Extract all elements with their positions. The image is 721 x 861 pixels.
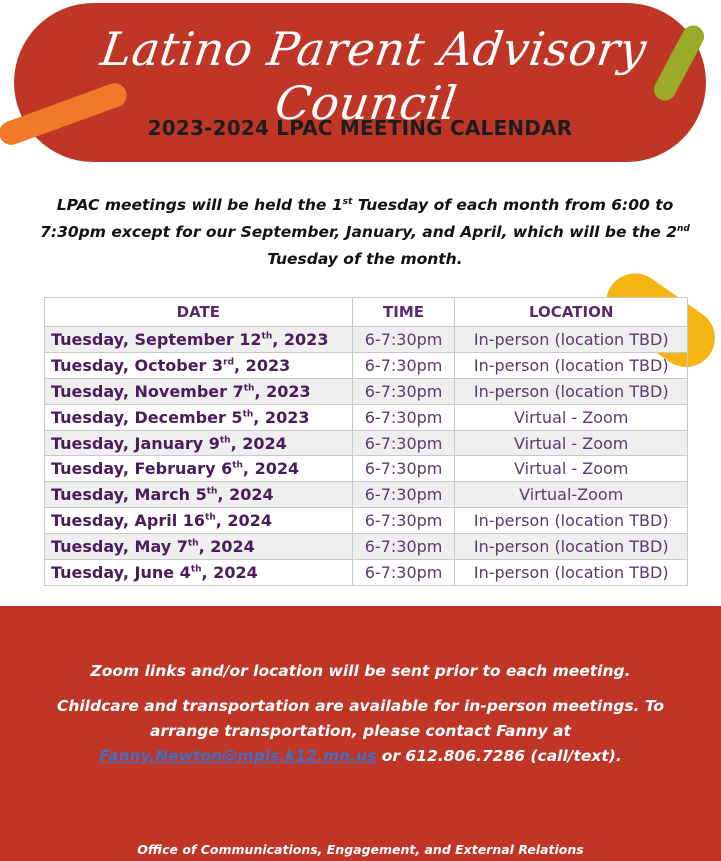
meeting-time-cell: 6-7:30pm <box>352 352 455 378</box>
meeting-location-cell: In-person (location TBD) <box>455 378 688 404</box>
meeting-calendar-table <box>44 297 688 586</box>
meeting-time-cell: 6-7:30pm <box>352 508 455 534</box>
meeting-date-cell: Tuesday, November 7th, 2023 <box>45 378 353 404</box>
meeting-time-cell: 6-7:30pm <box>352 482 455 508</box>
table-row <box>45 456 688 482</box>
meeting-location-cell: In-person (location TBD) <box>455 352 688 378</box>
meeting-location-cell: Virtual - Zoom <box>455 456 688 482</box>
meeting-schedule-intro: LPAC meetings will be held the 1st Tuesday of each month from 6:00 to 7:30pm except for our September, January, and April, which will be the 2nd Tuesday of the month. <box>40 196 690 268</box>
meeting-date-cell: Tuesday, March 5th, 2024 <box>45 482 353 508</box>
meeting-time-cell: 6-7:30pm <box>352 560 455 586</box>
footer-banner <box>0 606 721 861</box>
date-column-header: DATE <box>45 298 353 327</box>
meeting-time-cell: 6-7:30pm <box>352 378 455 404</box>
table-row <box>45 378 688 404</box>
meeting-time-cell: 6-7:30pm <box>352 534 455 560</box>
meeting-date-cell: Tuesday, April 16th, 2024 <box>45 508 353 534</box>
contact-email-link[interactable]: Fanny.Newton@mpls.k12.mn.us <box>99 747 377 765</box>
meeting-date-cell: Tuesday, December 5th, 2023 <box>45 404 353 430</box>
table-row <box>45 404 688 430</box>
meeting-date-cell: Tuesday, October 3rd, 2023 <box>45 352 353 378</box>
meeting-date-cell: Tuesday, February 6th, 2024 <box>45 456 353 482</box>
meeting-location-cell: In-person (location TBD) <box>455 560 688 586</box>
time-column-header: TIME <box>352 298 455 327</box>
meeting-location-cell: Virtual - Zoom <box>455 430 688 456</box>
table-row <box>45 482 688 508</box>
meeting-location-cell: In-person (location TBD) <box>455 327 688 353</box>
meeting-date-cell: Tuesday, June 4th, 2024 <box>45 560 353 586</box>
meeting-time-cell: 6-7:30pm <box>352 430 455 456</box>
meeting-time-cell: 6-7:30pm <box>352 456 455 482</box>
meeting-location-cell: Virtual-Zoom <box>455 482 688 508</box>
table-row <box>45 560 688 586</box>
office-credit: Office of Communications, Engagement, and External Relations <box>137 842 584 857</box>
table-row <box>45 508 688 534</box>
table-header-row <box>45 298 688 327</box>
childcare-transport-note: Childcare and transportation are available for in-person meetings. To arrange transportation, please contact Fanny at Fanny.Newton@mpls.k12.mn.us or 612.806.7286 (call/text). <box>56 697 665 765</box>
table-row <box>45 430 688 456</box>
table-row <box>45 327 688 353</box>
table-row <box>45 352 688 378</box>
council-name-title: Latino Parent Advisory Council <box>97 22 651 130</box>
meeting-date-cell: Tuesday, January 9th, 2024 <box>45 430 353 456</box>
location-column-header: LOCATION <box>455 298 688 327</box>
meeting-location-cell: In-person (location TBD) <box>455 508 688 534</box>
meeting-time-cell: 6-7:30pm <box>352 404 455 430</box>
meeting-date-cell: Tuesday, May 7th, 2024 <box>45 534 353 560</box>
meeting-location-cell: Virtual - Zoom <box>455 404 688 430</box>
meeting-time-cell: 6-7:30pm <box>352 327 455 353</box>
zoom-links-note: Zoom links and/or location will be sent prior to each meeting. <box>90 662 631 680</box>
meeting-date-cell: Tuesday, September 12th, 2023 <box>45 327 353 353</box>
table-row <box>45 534 688 560</box>
calendar-title: 2023-2024 LPAC MEETING CALENDAR <box>147 116 573 140</box>
meeting-location-cell: In-person (location TBD) <box>455 534 688 560</box>
